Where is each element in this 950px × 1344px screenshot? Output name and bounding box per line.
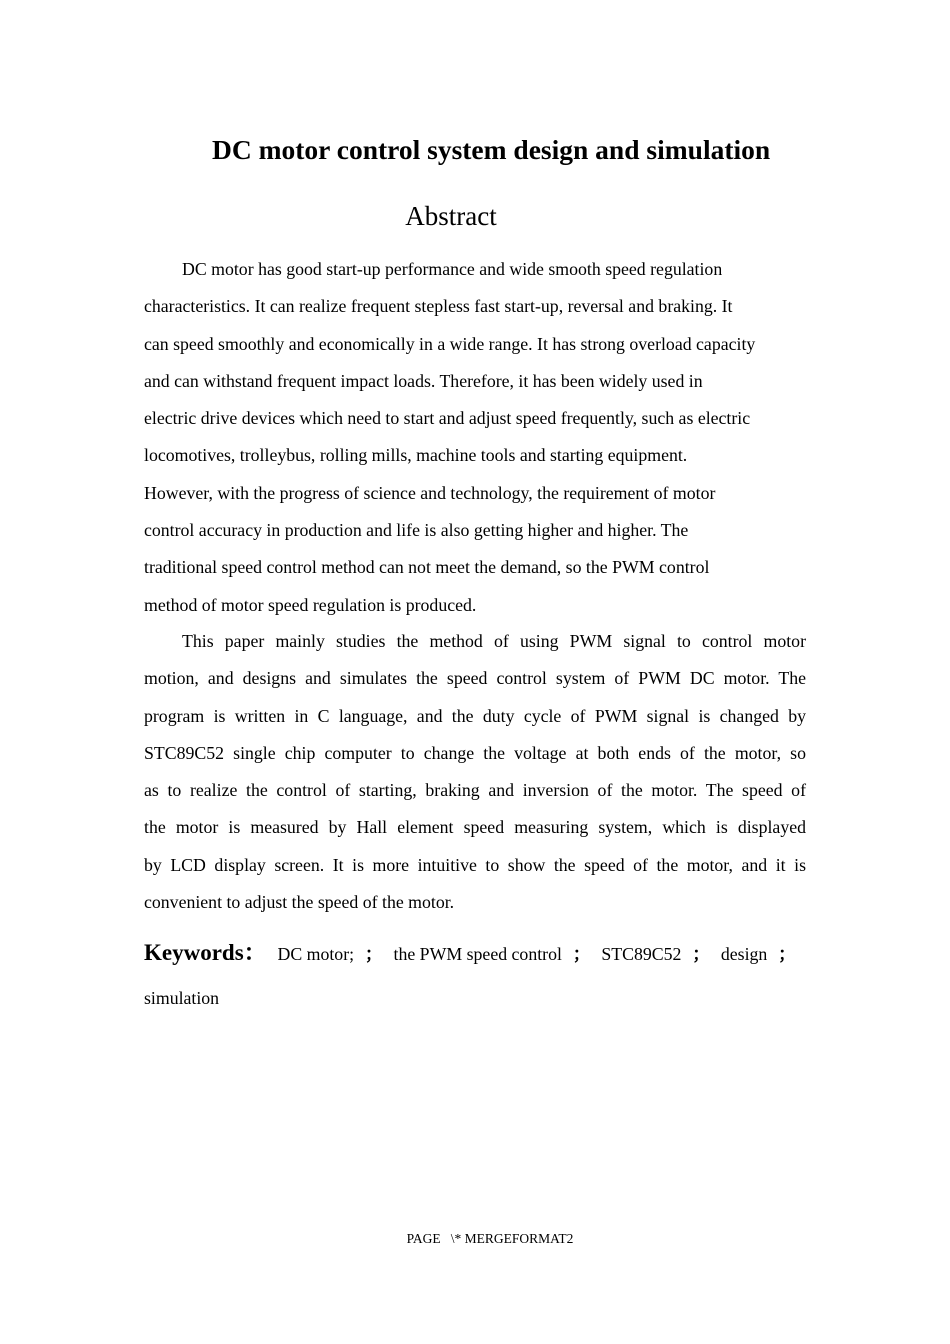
keyword-separator: ； bbox=[572, 944, 591, 964]
page-footer: PAGE \* MERGEFORMAT2 bbox=[406, 1231, 574, 1246]
paragraph-line: This paper mainly studies the method of using PWM signal to control motor bbox=[182, 631, 806, 651]
paragraph-line: by LCD display screen. It is more intuitive to show the speed of the motor, and it is bbox=[144, 854, 806, 875]
paragraph-line: However, with the progress of science and technology, the requirement of motor bbox=[144, 482, 716, 503]
paragraph-line: program is written in C language, and the duty cycle of PWM signal is changed by bbox=[144, 705, 806, 726]
keyword-item: STC89C52 bbox=[601, 944, 682, 964]
keywords-line bbox=[144, 934, 796, 967]
paragraph-line: and can withstand frequent impact loads. Therefore, it has been widely used in bbox=[144, 370, 703, 391]
keywords-label: Keywords： bbox=[144, 940, 267, 965]
paragraph-line: motion, and designs and simulates the speed control system of PWM DC motor. The bbox=[144, 668, 806, 689]
keyword-separator: ； bbox=[364, 944, 383, 964]
keyword-separator: ； bbox=[778, 944, 796, 964]
paragraph-line: locomotives, trolleybus, rolling mills, machine tools and starting equipment. bbox=[144, 445, 688, 466]
paragraph-line: characteristics. It can realize frequent stepless fast start-up, reversal and braking. It bbox=[144, 296, 733, 317]
paragraph-line: DC motor has good start-up performance and wide smooth speed regulation bbox=[182, 259, 723, 279]
abstract-heading: Abstract bbox=[405, 201, 497, 231]
abstract-paragraph-1 bbox=[144, 251, 755, 624]
keyword-item: design bbox=[720, 944, 768, 964]
keyword-item: DC motor; bbox=[277, 944, 355, 964]
paragraph-line: STC89C52 single chip computer to change the voltage at both ends of the motor, so bbox=[144, 742, 806, 763]
paragraph-line: can speed smoothly and economically in a wide range. It has strong overload capacity bbox=[144, 333, 756, 354]
paragraph-line: traditional speed control method can not meet the demand, so the PWM control bbox=[144, 557, 710, 578]
abstract-paragraph-2 bbox=[144, 623, 806, 921]
keyword-separator: ； bbox=[692, 944, 711, 964]
paragraph-line: as to realize the control of starting, braking and inversion of the motor. The speed of bbox=[144, 780, 806, 801]
keyword-item: simulation bbox=[144, 988, 220, 1008]
paragraph-line: convenient to adjust the speed of the motor. bbox=[144, 892, 455, 913]
paragraph-line: the motor is measured by Hall element speed measuring system, which is displayed bbox=[144, 817, 806, 838]
paragraph-line: electric drive devices which need to start and adjust speed frequently, such as electric bbox=[144, 408, 751, 429]
paper-title: DC motor control system design and simulation bbox=[212, 134, 771, 165]
paragraph-line: control accuracy in production and life is also getting higher and higher. The bbox=[144, 520, 689, 541]
paragraph-line: method of motor speed regulation is produced. bbox=[144, 594, 477, 615]
keyword-item: the PWM speed control bbox=[393, 944, 562, 964]
